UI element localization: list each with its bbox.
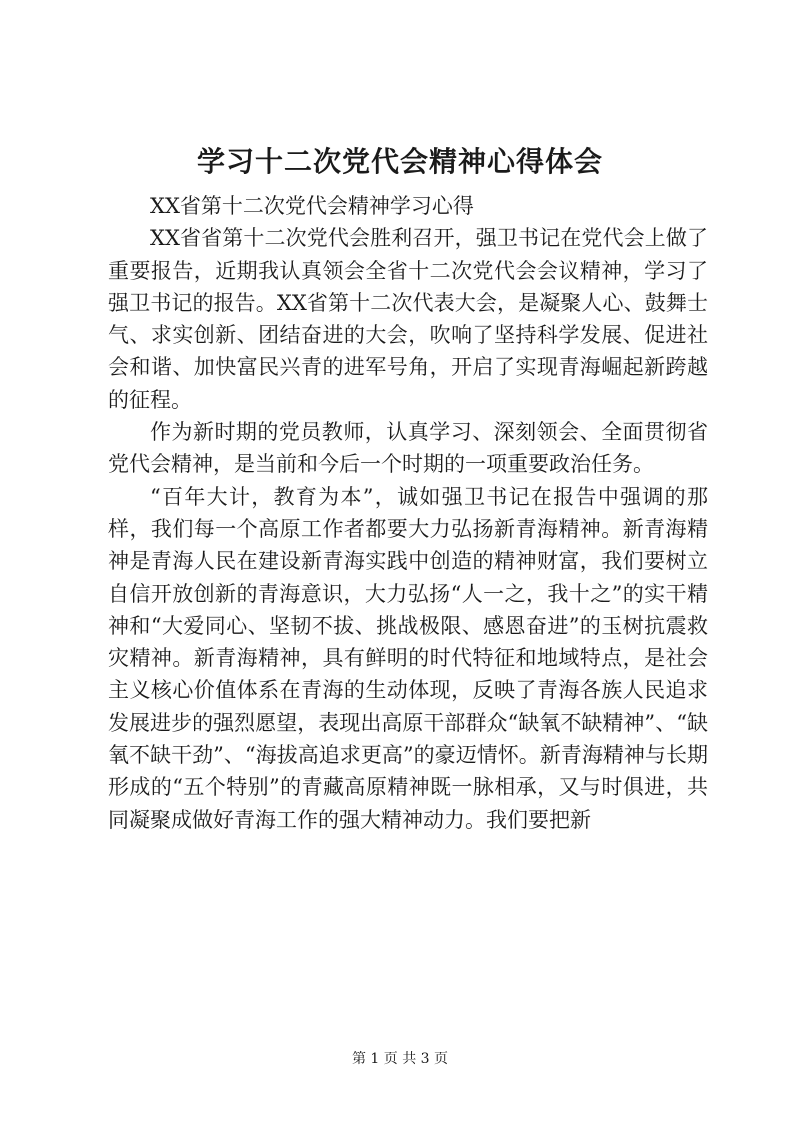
paragraph-1: XX省省第十二次党代会胜利召开，强卫书记在党代会上做了重要报告，近期我认真领会全省十二次党代会会议精神，学习了强卫书记的报告。XX省第十二次代表大会，是凝聚人心、鼓舞士气、求实创新、团结奋进的大会，吹响了坚持科学发展、促进社会和谐、加快富民兴青的进军号角，开启了实现青海崛起新跨越的征程。 (108, 226, 708, 412)
document-body (108, 190, 708, 836)
document-title: 学习十二次党代会精神心得体会 (196, 145, 603, 178)
page-number-footer: 第 1 页 共 3 页 (351, 1051, 449, 1067)
document-subtitle: XX省第十二次党代会精神学习心得 (150, 194, 474, 218)
paragraph-3: “百年大计，教育为本”，诚如强卫书记在报告中强调的那样，我们每一个高原工作者都要大力弘扬新青海精神。新青海精神是青海人民在建设新青海实践中创造的精神财富，我们要树立自信开放创新的青海意识，大力弘扬“人一之，我十之”的实干精神和“大爱同心、坚韧不拔、挑战极限、感恩奋进”的玉树抗震救灾精神。新青海精神，具有鲜明的时代特征和地域特点，是社会主义核心价值体系在青海的生动体现，反映了青海各族人民追求发展进步的强烈愿望，表现出高原干部群众“缺氧不缺精神”、“缺氧不缺干劲”、“海拔高追求更高”的豪迈情怀。新青海精神与长期形成的“五个特别”的青藏高原精神既一脉相承，又与时俱进，共同凝聚成做好青海工作的强大精神动力。我们要把新 (108, 484, 708, 832)
paragraph-2: 作为新时期的党员教师，认真学习、深刻领会、全面贯彻省党代会精神，是当前和今后一个时期的一项重要政治任务。 (108, 420, 708, 477)
